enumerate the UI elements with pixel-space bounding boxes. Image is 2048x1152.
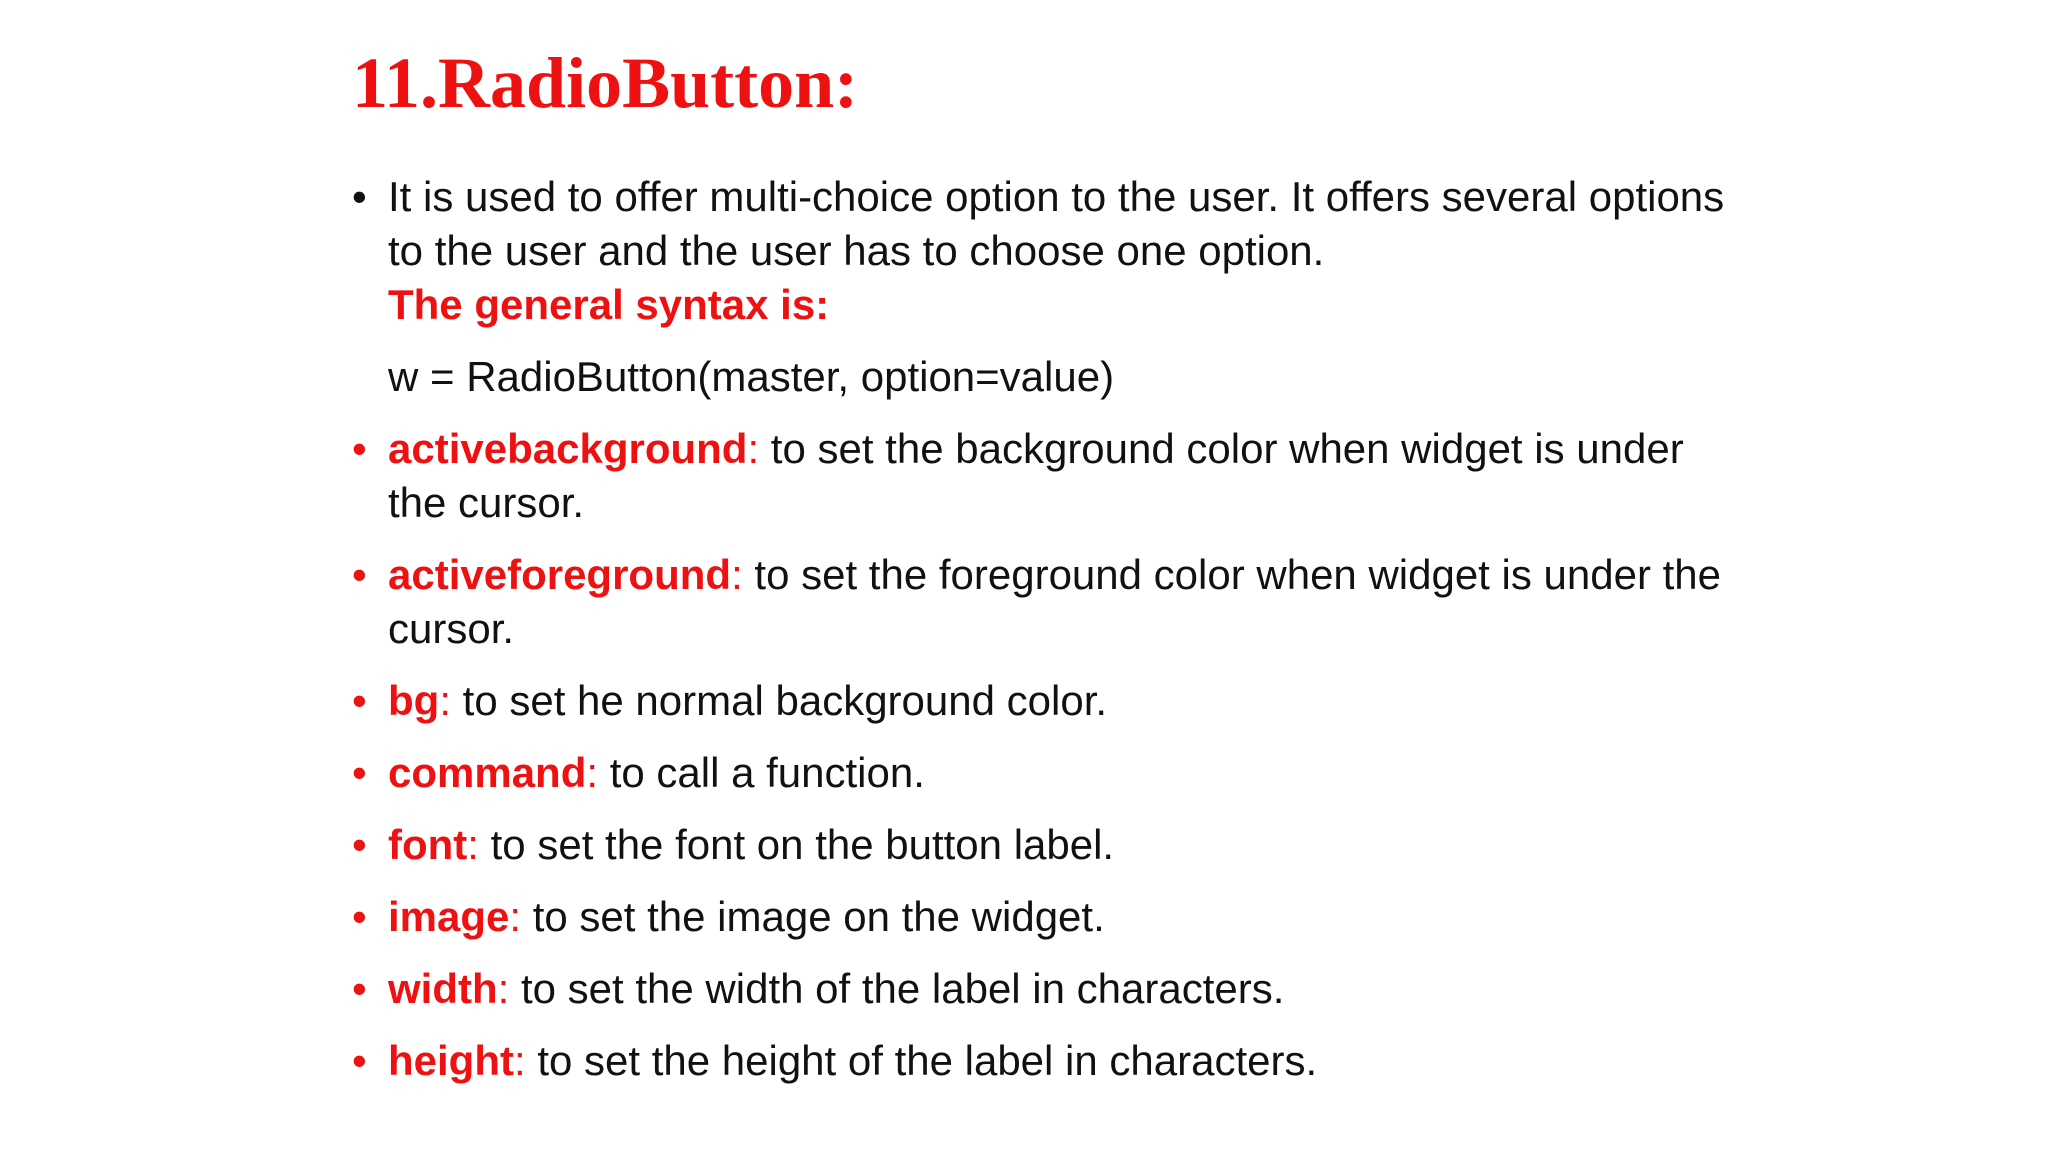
syntax-code: w = RadioButton(master, option=value) [388, 353, 1115, 400]
option-desc: to set the width of the label in characters. [509, 965, 1285, 1012]
slide-title: 11.RadioButton: [352, 43, 859, 123]
option-name: width [388, 965, 498, 1012]
option-item-image [352, 890, 1752, 944]
option-name: font [388, 821, 468, 868]
intro-bullet-item [352, 170, 1752, 332]
option-item-height [352, 1034, 1752, 1088]
option-item-activeforeground [352, 548, 1752, 656]
option-name: height [388, 1037, 514, 1084]
option-desc: to set the foreground color when widget is under the cursor. [388, 551, 1721, 652]
bullet-icon: • [352, 1037, 367, 1084]
bullet-icon: • [352, 965, 367, 1012]
option-colon: : [467, 821, 479, 868]
option-desc: to set he normal background color. [450, 677, 1108, 724]
slide-content [352, 170, 1752, 1106]
option-colon: : [731, 551, 743, 598]
option-colon: : [509, 893, 522, 940]
option-item-width [352, 962, 1752, 1016]
option-colon: : [747, 425, 760, 472]
option-desc: to set the font on the button label. [478, 821, 1115, 868]
bullet-icon: • [352, 173, 367, 220]
option-colon: : [513, 1037, 526, 1084]
option-name: command [388, 749, 587, 796]
option-list [352, 422, 1752, 1088]
option-desc: to set the background color when widget is under the cursor. [388, 425, 1684, 526]
bullet-icon: • [352, 821, 367, 868]
option-item-command [352, 746, 1752, 800]
option-colon: : [497, 965, 510, 1012]
intro-text: It is used to offer multi-choice option to the user. It offers several options to the user and the user has to choose one option. [388, 173, 1725, 274]
option-name: image [388, 893, 510, 940]
option-colon: : [586, 749, 599, 796]
option-item-font [352, 818, 1752, 872]
option-desc: to set the image on the widget. [521, 893, 1105, 940]
option-name: bg [388, 677, 440, 724]
option-desc: to call a function. [598, 749, 925, 796]
bullet-icon: • [352, 677, 367, 724]
option-colon: : [439, 677, 451, 724]
option-desc: to set the height of the label in characters. [525, 1037, 1318, 1084]
option-item-bg [352, 674, 1752, 728]
bullet-icon: • [352, 749, 367, 796]
option-name: activebackground [388, 425, 748, 472]
bullet-icon: • [352, 551, 367, 598]
option-item-activebackground [352, 422, 1752, 530]
bullet-icon: • [352, 893, 367, 940]
syntax-label: The general syntax is: [388, 281, 830, 328]
bullet-icon: • [352, 425, 367, 472]
option-name: activeforeground [388, 551, 732, 598]
